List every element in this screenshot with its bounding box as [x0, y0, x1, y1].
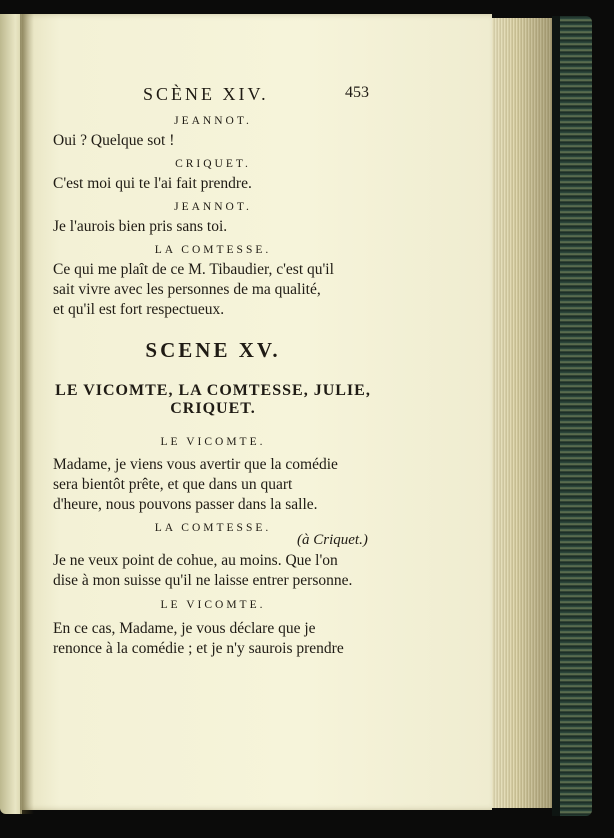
dialogue-line: Oui ? Quelque sot !	[53, 132, 175, 149]
speaker-name: LA COMTESSE.	[154, 244, 272, 256]
dialogue-line: dise à mon suisse qu'il ne laisse entrer personne.	[53, 572, 353, 589]
dialogue-line: d'heure, nous pouvons passer dans la salle.	[53, 496, 318, 513]
dialogue-line: Madame, je viens vous avertir que la comédie	[53, 456, 338, 473]
dialogue-line: et qu'il est fort respectueux.	[53, 301, 225, 318]
running-head: SCÈNE XIV.	[143, 84, 269, 104]
dialogue-line: renonce à la comédie ; et je n'y saurois prendre	[53, 640, 344, 657]
dialogue-line: C'est moi qui te l'ai fait prendre.	[53, 175, 252, 192]
speaker-name: CRIQUET.	[175, 158, 251, 170]
character-list: LE VICOMTE, LA COMTESSE, JULIE,	[55, 382, 371, 399]
page-number: 453	[345, 84, 369, 101]
page-gutter	[20, 14, 34, 814]
facing-page-edge	[0, 14, 22, 814]
speaker-name: LA COMTESSE.	[154, 522, 272, 534]
speaker-name: LE VICOMTE.	[160, 436, 266, 448]
page-stack-shading	[492, 18, 552, 808]
dialogue-line: Je ne veux point de cohue, au moins. Que l'on	[53, 552, 338, 569]
dialogue-line: Ce qui me plaît de ce M. Tibaudier, c'est qu'il	[53, 261, 334, 278]
dialogue-line: Je l'aurois bien pris sans toi.	[53, 218, 228, 235]
character-list: CRIQUET.	[170, 400, 256, 417]
dialogue-line: sait vivre avec les personnes de ma qualité,	[53, 281, 321, 298]
scene-heading: SCENE XV.	[145, 338, 281, 362]
book-cover-edge	[552, 16, 592, 816]
dialogue-line: En ce cas, Madame, je vous déclare que je	[53, 620, 316, 637]
dialogue-line: sera bientôt prête, et que dans un quart	[53, 476, 293, 493]
speaker-name: JEANNOT.	[174, 115, 252, 127]
speaker-name: JEANNOT.	[174, 201, 252, 213]
speaker-name: LE VICOMTE.	[160, 599, 266, 611]
stage-direction: (à Criquet.)	[297, 532, 368, 548]
